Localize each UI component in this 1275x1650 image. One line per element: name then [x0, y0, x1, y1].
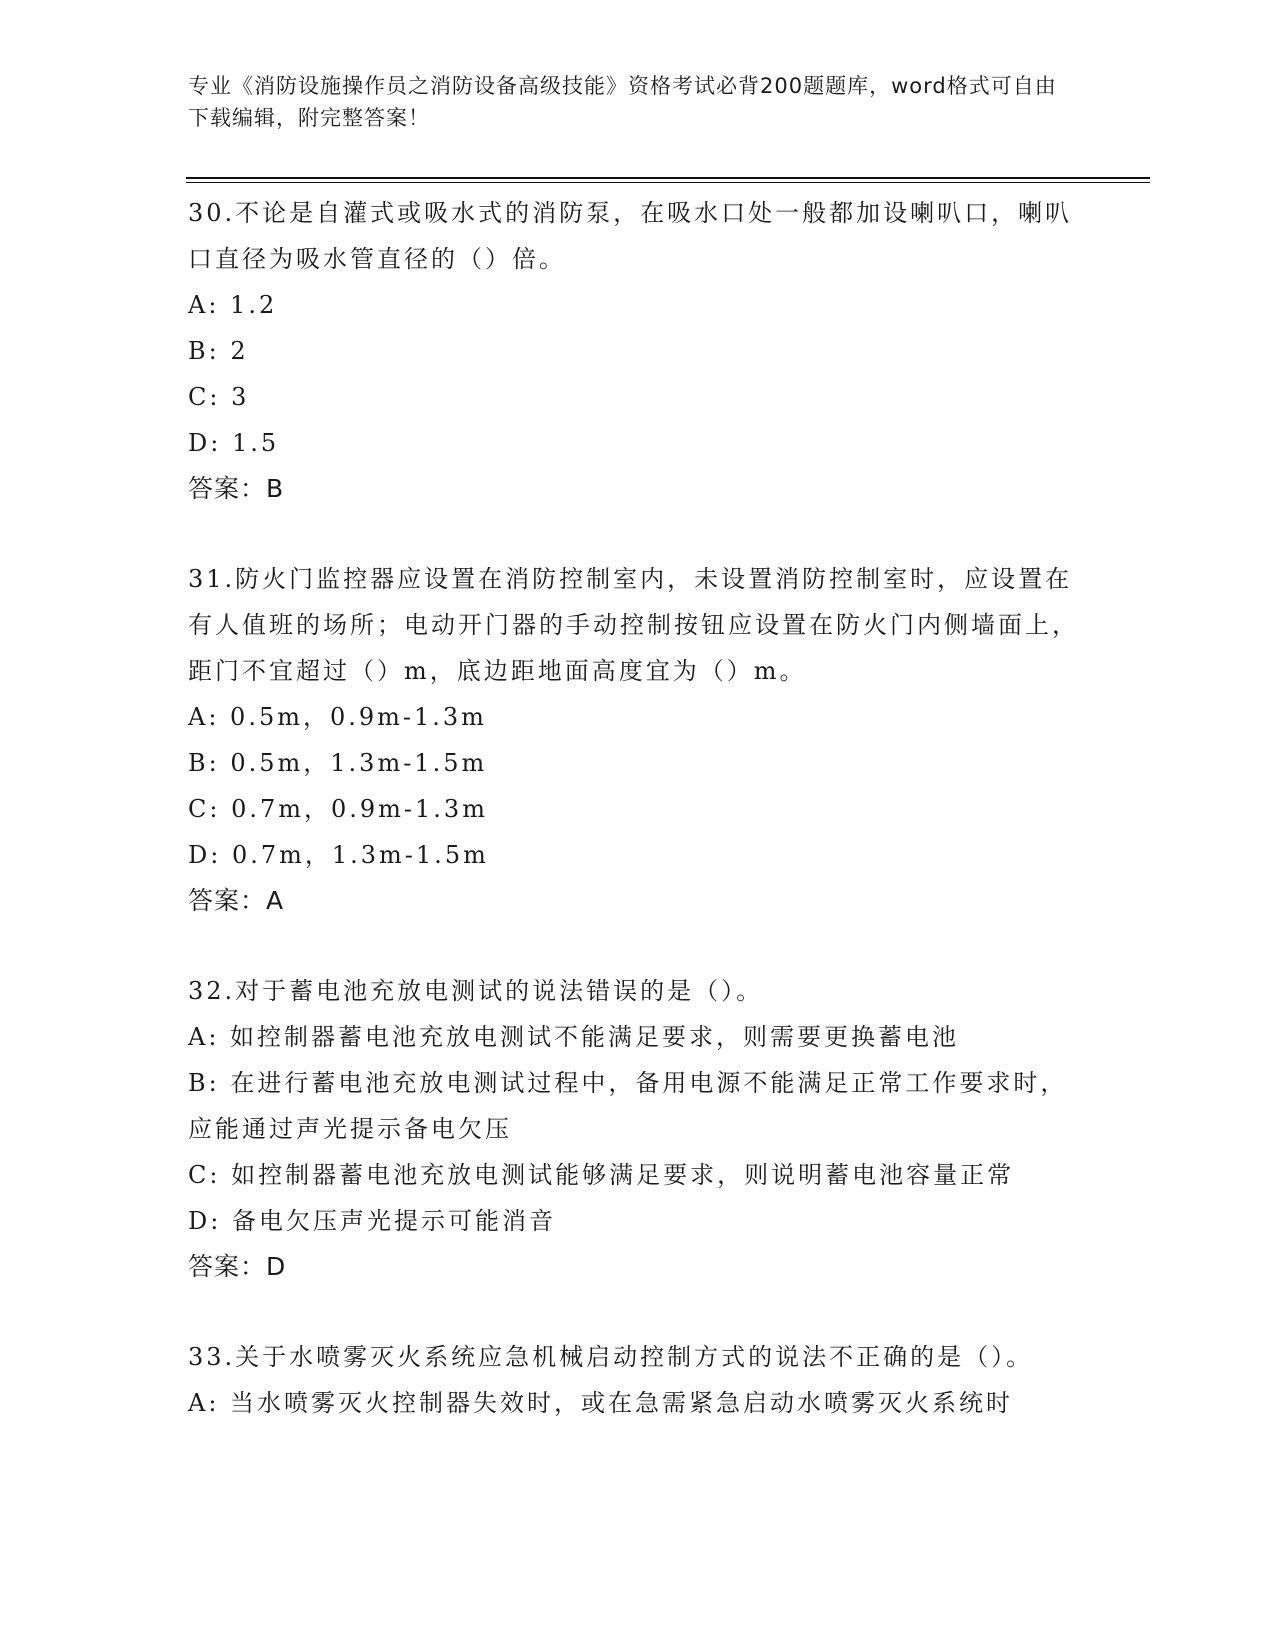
option-b: B: 2	[188, 337, 249, 365]
option-a: A: 1.2	[188, 291, 278, 319]
question-stem: 33.关于水喷雾灭火系统应急机械启动控制方式的说法不正确的是（）。	[188, 1343, 1034, 1371]
question-33	[188, 1334, 1088, 1426]
document-header: 专业《消防设施操作员之消防设备高级技能》资格考试必背200题题库，word格式可自由下载编辑，附完整答案！	[188, 74, 1057, 130]
option-d: D: 备电欠压声光提示可能消音	[188, 1207, 556, 1235]
question-stem: 32.对于蓄电池充放电测试的说法错误的是（）。	[188, 977, 764, 1005]
option-a: A: 当水喷雾灭火控制器失效时，或在急需紧急启动水喷雾灭火系统时	[188, 1389, 1014, 1417]
question-30	[188, 190, 1088, 512]
answer-line: 答案：D	[188, 1252, 287, 1281]
option-d: D: 0.7m，1.3m-1.5m	[188, 841, 489, 869]
question-stem: 30.不论是自灌式或吸水式的消防泵，在吸水口处一般都加设喇叭口，喇叭口直径为吸水管直径的（）倍。	[188, 199, 1073, 273]
header-rule-thick	[186, 177, 1150, 179]
option-b: B: 0.5m，1.3m-1.5m	[188, 749, 488, 777]
option-c: C: 如控制器蓄电池充放电测试能够满足要求，则说明蓄电池容量正常	[188, 1161, 1015, 1189]
question-32	[188, 968, 1088, 1290]
option-a: A: 0.5m，0.9m-1.3m	[188, 703, 487, 731]
option-a: A: 如控制器蓄电池充放电测试不能满足要求，则需要更换蓄电池	[188, 1023, 960, 1051]
question-list	[188, 190, 1088, 1470]
answer-line: 答案：B	[188, 474, 285, 503]
option-b: B: 在进行蓄电池充放电测试过程中，备用电源不能满足正常工作要求时，应能通过声光提示备电欠压	[188, 1069, 1068, 1143]
question-stem: 31.防火门监控器应设置在消防控制室内，未设置消防控制室时，应设置在有人值班的场所；电动开门器的手动控制按钮应设置在防火门内侧墙面上，距门不宜超过（）m，底边距地面高度宜为（）m。	[188, 565, 1079, 685]
answer-line: 答案：A	[188, 886, 285, 915]
option-c: C: 0.7m，0.9m-1.3m	[188, 795, 488, 823]
option-d: D: 1.5	[188, 429, 280, 457]
option-c: C: 3	[188, 383, 250, 411]
header-rule-thin	[186, 182, 1150, 183]
question-31	[188, 556, 1088, 924]
